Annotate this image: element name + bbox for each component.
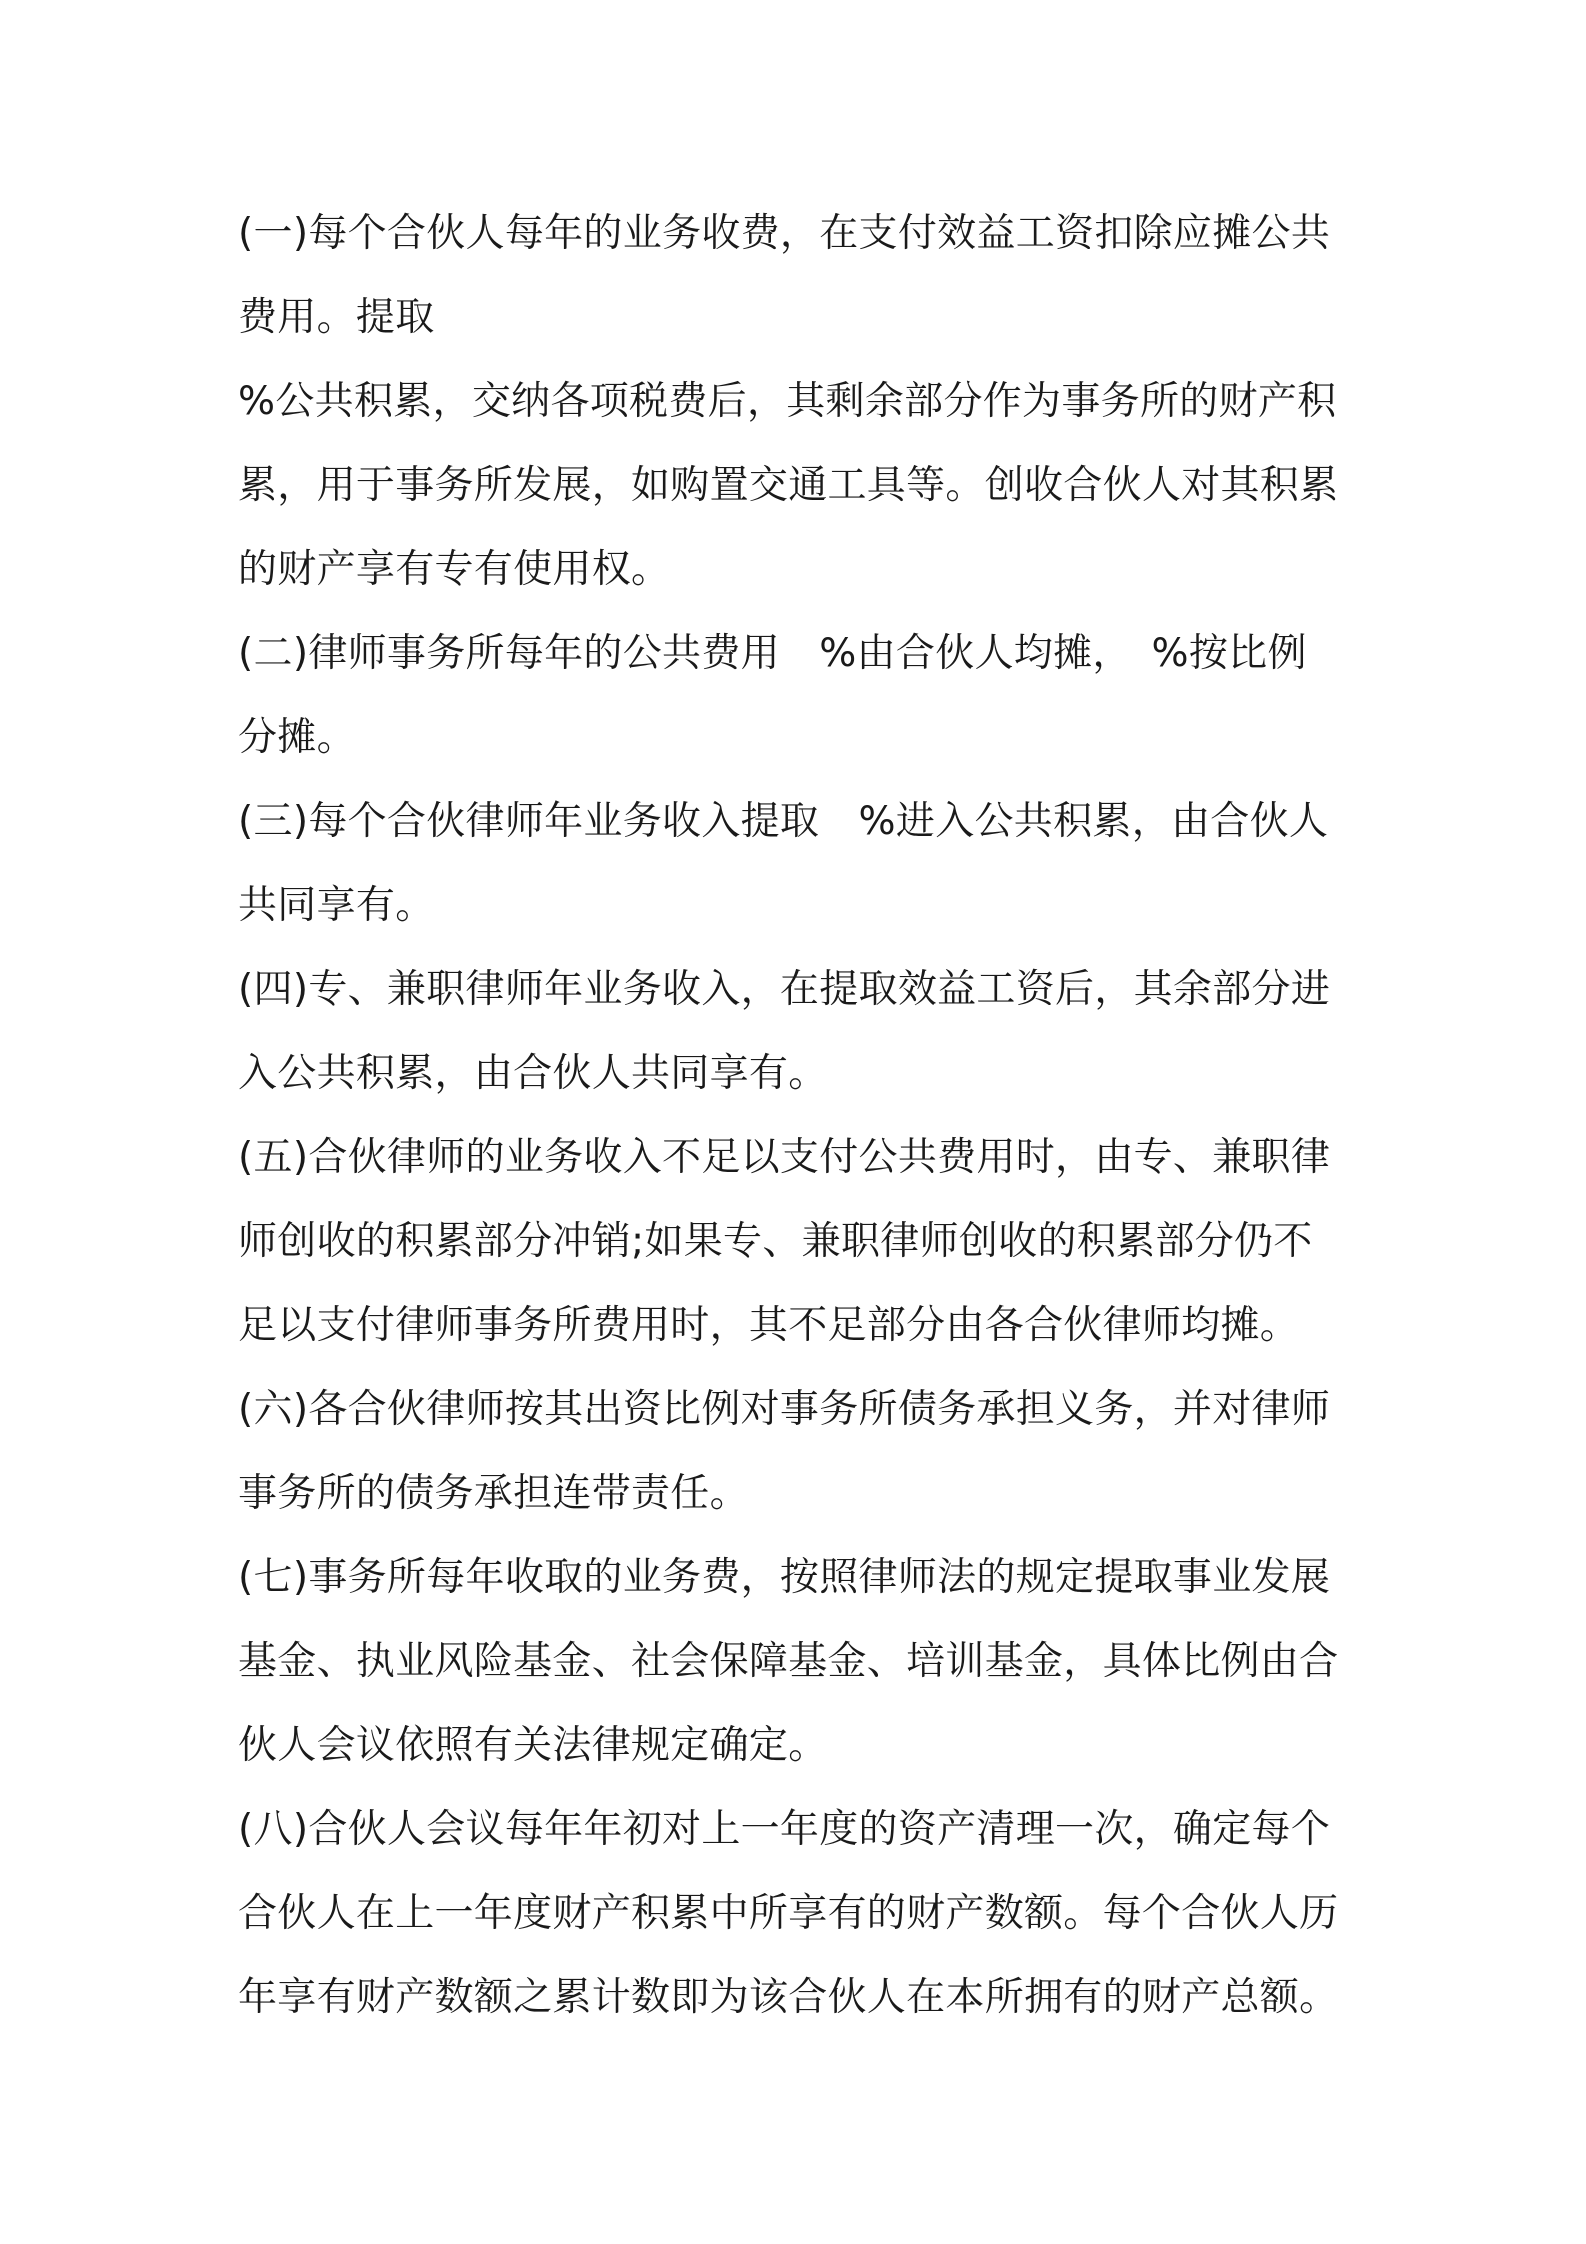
text-line: %公共积累，交纳各项税费后，其剩余部分作为事务所的财产积	[238, 379, 1337, 424]
text-line: 入公共积累，由合伙人共同享有。	[238, 1051, 828, 1096]
text-line: 累，用于事务所发展，如购置交通工具等。创收合伙人对其积累	[238, 463, 1339, 508]
text-line: (三)每个合伙律师年业务收入提取 %进入公共积累，由合伙人	[238, 799, 1329, 844]
text-line: 师创收的积累部分冲销;如果专、兼职律师创收的积累部分仍不	[238, 1219, 1313, 1264]
clause-5	[238, 1116, 1358, 1368]
text-line: 基金、执业风险基金、社会保障基金、培训基金，具体比例由合	[238, 1639, 1339, 1684]
text-line: (六)各合伙律师按其出资比例对事务所债务承担义务，并对律师	[238, 1387, 1331, 1432]
clause-2	[238, 612, 1358, 780]
text-line: (二)律师事务所每年的公共费用 %由合伙人均摊， %按比例	[238, 631, 1307, 676]
clause-7	[238, 1536, 1358, 1788]
text-line: 年享有财产数额之累计数即为该合伙人在本所拥有的财产总额。	[238, 1975, 1339, 2020]
text-line: 合伙人在上一年度财产积累中所享有的财产数额。每个合伙人历	[238, 1891, 1339, 1936]
text-line: (一)每个合伙人每年的业务收费，在支付效益工资扣除应摊公共	[238, 211, 1331, 256]
text-line: 伙人会议依照有关法律规定确定。	[238, 1723, 828, 1768]
text-line: 费用。提取	[238, 295, 435, 340]
text-line: (七)事务所每年收取的业务费，按照律师法的规定提取事业发展	[238, 1555, 1331, 1600]
text-line: 事务所的债务承担连带责任。	[238, 1471, 749, 1516]
clause-8	[238, 1788, 1358, 2040]
text-line: (八)合伙人会议每年年初对上一年度的资产清理一次，确定每个	[238, 1807, 1331, 1852]
clause-4	[238, 948, 1358, 1116]
text-line: 的财产享有专有使用权。	[238, 547, 671, 592]
clause-3	[238, 780, 1358, 948]
text-line: 足以支付律师事务所费用时，其不足部分由各合伙律师均摊。	[238, 1303, 1300, 1348]
text-line: (五)合伙律师的业务收入不足以支付公共费用时，由专、兼职律	[238, 1135, 1331, 1180]
clause-6	[238, 1368, 1358, 1536]
clause-1	[238, 192, 1358, 612]
document-body	[238, 192, 1358, 2040]
text-line: (四)专、兼职律师年业务收入，在提取效益工资后，其余部分进	[238, 967, 1331, 1012]
text-line: 分摊。	[238, 715, 356, 760]
text-line: 共同享有。	[238, 883, 435, 928]
